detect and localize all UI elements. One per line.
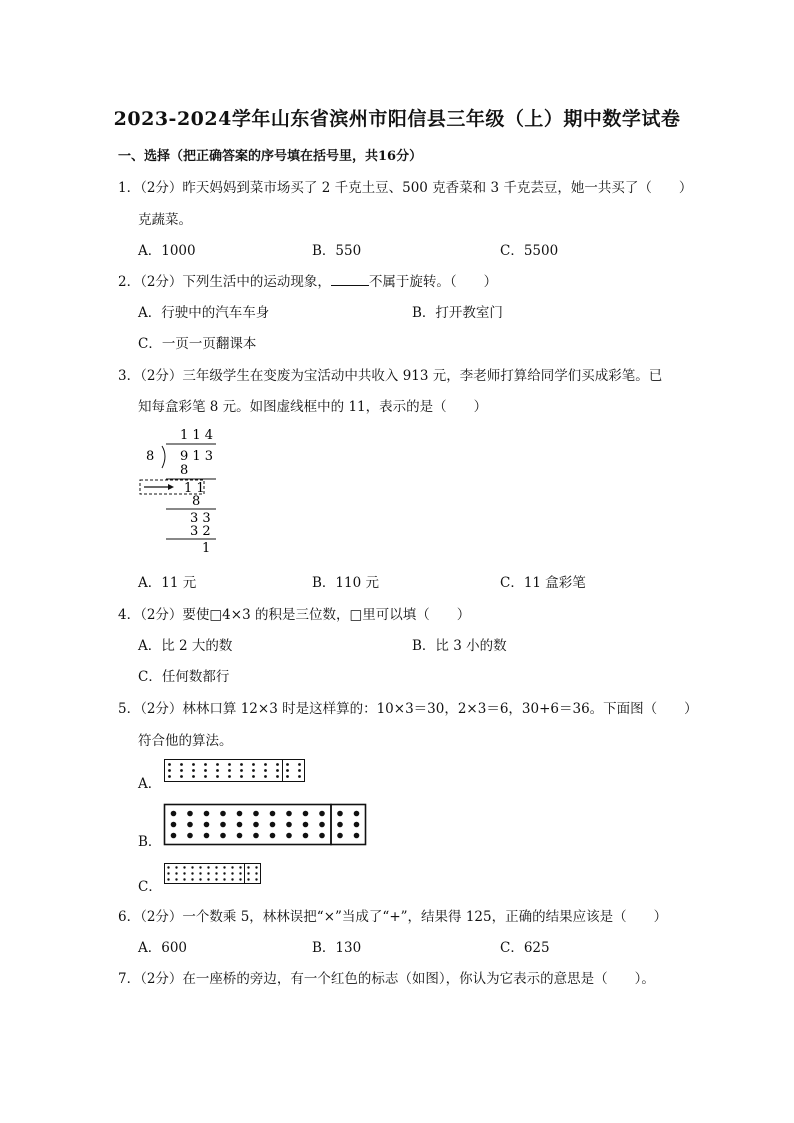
dot [187, 833, 193, 839]
dot [183, 872, 185, 874]
question-5-option-c: C． [138, 879, 162, 895]
dot [286, 822, 292, 828]
dot [252, 763, 255, 766]
dot [247, 878, 249, 880]
question-6-option-b: B．130 [312, 940, 362, 956]
dot [298, 775, 301, 778]
dot [276, 775, 279, 778]
dot [220, 822, 226, 828]
dot [175, 866, 177, 868]
dot-array-b [164, 804, 364, 844]
dot [183, 866, 185, 868]
dot [180, 763, 183, 766]
dot [354, 822, 360, 828]
question-3-option-c: C．11 盒彩笔 [500, 575, 586, 591]
dot [286, 775, 289, 778]
division-dividend: 9 1 3 [180, 449, 214, 464]
dot [192, 775, 195, 778]
division-remainder-1: 1 1 [184, 481, 205, 496]
dot [180, 769, 183, 772]
dot [237, 833, 243, 839]
dot [204, 811, 210, 817]
dot [183, 878, 185, 880]
dot [264, 763, 267, 766]
dot [204, 833, 210, 839]
question-3-option-a: A．11 元 [138, 575, 197, 591]
dot [298, 769, 301, 772]
dot [204, 763, 207, 766]
dot [239, 866, 241, 868]
dot [255, 878, 257, 880]
dot [192, 763, 195, 766]
answer-blank [331, 273, 369, 286]
dot [270, 822, 276, 828]
dot [303, 833, 309, 839]
dot [255, 872, 257, 874]
question-4-option-a: A．比 2 大的数 [138, 638, 233, 654]
question-5-option-a: A． [138, 776, 162, 792]
question-4-text: 4．（2分）要使□4×3 的积是三位数，□里可以填（ ） [118, 607, 471, 623]
question-2-option-c: C．一页一页翻课本 [138, 336, 257, 352]
dot [175, 872, 177, 874]
dot [276, 769, 279, 772]
division-subtract-2: 8 [192, 494, 201, 509]
dot [204, 775, 207, 778]
dot [231, 866, 233, 868]
dot [303, 811, 309, 817]
question-1-text: 1．（2分）昨天妈妈到菜市场买了 2 千克土豆、500 克香菜和 3 千克芸豆，她一共买了（ ） [118, 180, 693, 196]
question-2-option-b: B．打开教室门 [412, 305, 503, 321]
division-subtract-1: 8 [180, 463, 189, 478]
dot [354, 833, 360, 839]
dot [337, 822, 343, 828]
dot [191, 872, 193, 874]
dot [192, 769, 195, 772]
dot [187, 811, 193, 817]
question-1-option-b: B．550 [312, 243, 362, 259]
question-7-text: 7．（2分）在一座桥的旁边，有一个红色的标志（如图），你认为它表示的意思是（ ）。 [118, 971, 655, 987]
dot [239, 872, 241, 874]
question-5-option-b: B． [138, 834, 162, 850]
dot [286, 811, 292, 817]
dot [240, 775, 243, 778]
ones-box [283, 760, 305, 782]
dot [228, 763, 231, 766]
question-2-text-post: 不属于旋转。（ ） [368, 274, 498, 290]
dot [240, 769, 243, 772]
dot [175, 878, 177, 880]
dot [191, 878, 193, 880]
dot [199, 866, 201, 868]
dot [264, 769, 267, 772]
exam-title: 2023-2024学年山东省滨州市阳信县三年级（上）期中数学试卷 [113, 108, 681, 130]
division-subtract-3: 3 2 [190, 524, 211, 539]
dot [270, 811, 276, 817]
question-3-text: 3．（2分）三年级学生在变废为宝活动中共收入 913 元，李老师打算给同学们买成彩笔。已 [118, 368, 663, 384]
dot [223, 878, 225, 880]
dot [187, 822, 193, 828]
ones-box [331, 805, 366, 845]
dot [167, 878, 169, 880]
question-1-option-a: A．1000 [138, 243, 196, 259]
dot [253, 822, 259, 828]
dot [270, 833, 276, 839]
long-division-figure [138, 424, 238, 554]
dot [247, 872, 249, 874]
dot [298, 763, 301, 766]
division-remainder-3: 1 [202, 541, 211, 556]
dot [223, 866, 225, 868]
dot [286, 763, 289, 766]
dot [216, 769, 219, 772]
ones-box [245, 864, 261, 884]
dot [303, 822, 309, 828]
dot [167, 872, 169, 874]
question-5-text: 5．（2分）林林口算 12×3 时是这样算的：10×3＝30，2×3＝6，30+6＝36。下面图（ ） [118, 701, 698, 717]
dot [180, 775, 183, 778]
question-1-option-c: C．5500 [500, 243, 559, 259]
dot-array-c [164, 863, 284, 887]
dot [264, 775, 267, 778]
dot [228, 775, 231, 778]
question-4-option-b: B．比 3 小的数 [412, 638, 507, 654]
dot [207, 872, 209, 874]
dot [215, 878, 217, 880]
dot [237, 822, 243, 828]
dot [199, 872, 201, 874]
dot [207, 878, 209, 880]
section-heading-choice: 一、选择（把正确答案的序号填在括号里，共16分） [118, 149, 423, 164]
division-remainder-2: 3 3 [190, 511, 211, 526]
dot [319, 811, 325, 817]
dot [286, 769, 289, 772]
dot [168, 769, 171, 772]
dot [319, 833, 325, 839]
dot [253, 811, 259, 817]
dot-array-a [164, 759, 304, 783]
dot [199, 878, 201, 880]
dot [168, 763, 171, 766]
division-divisor: 8 [146, 449, 155, 464]
dot [252, 775, 255, 778]
dot [247, 866, 249, 868]
dot [255, 866, 257, 868]
dot [286, 833, 292, 839]
dot [276, 763, 279, 766]
dot [207, 866, 209, 868]
question-3-text-cont: 知每盒彩笔 8 元。如图虚线框中的 11，表示的是（ ） [138, 399, 488, 415]
question-2-text-pre: 2．（2分）下列生活中的运动现象， [118, 274, 331, 290]
dot [215, 866, 217, 868]
dot [168, 775, 171, 778]
dot [231, 878, 233, 880]
dot [216, 775, 219, 778]
dot [171, 822, 177, 828]
question-4-option-c: C．任何数都行 [138, 669, 230, 685]
dot [171, 833, 177, 839]
dot [337, 833, 343, 839]
dot [204, 769, 207, 772]
question-6-option-a: A．600 [138, 940, 188, 956]
question-5-text-cont: 符合他的算法。 [138, 733, 233, 749]
question-2-option-a: A．行驶中的汽车车身 [138, 305, 270, 321]
dot [237, 811, 243, 817]
dot [337, 811, 343, 817]
dot [220, 811, 226, 817]
division-quotient: 1 1 4 [180, 428, 214, 443]
dot [220, 833, 226, 839]
dot [216, 763, 219, 766]
dot [204, 822, 210, 828]
dot [253, 833, 259, 839]
question-2-text [118, 270, 497, 290]
question-1-text-cont: 克蔬菜。 [138, 212, 192, 228]
question-6-text: 6．（2分）一个数乘 5，林林误把“×”当成了“+”，结果得 125，正确的结果应该是（ ） [118, 909, 668, 925]
dot [240, 763, 243, 766]
dot [171, 811, 177, 817]
dot [191, 866, 193, 868]
dot [239, 878, 241, 880]
dot [319, 822, 325, 828]
dot [215, 872, 217, 874]
dot [223, 872, 225, 874]
dot [228, 769, 231, 772]
question-6-option-c: C．625 [500, 940, 550, 956]
dot [252, 769, 255, 772]
dot [167, 866, 169, 868]
dot [354, 811, 360, 817]
dot [231, 872, 233, 874]
question-3-option-b: B．110 元 [312, 575, 379, 591]
